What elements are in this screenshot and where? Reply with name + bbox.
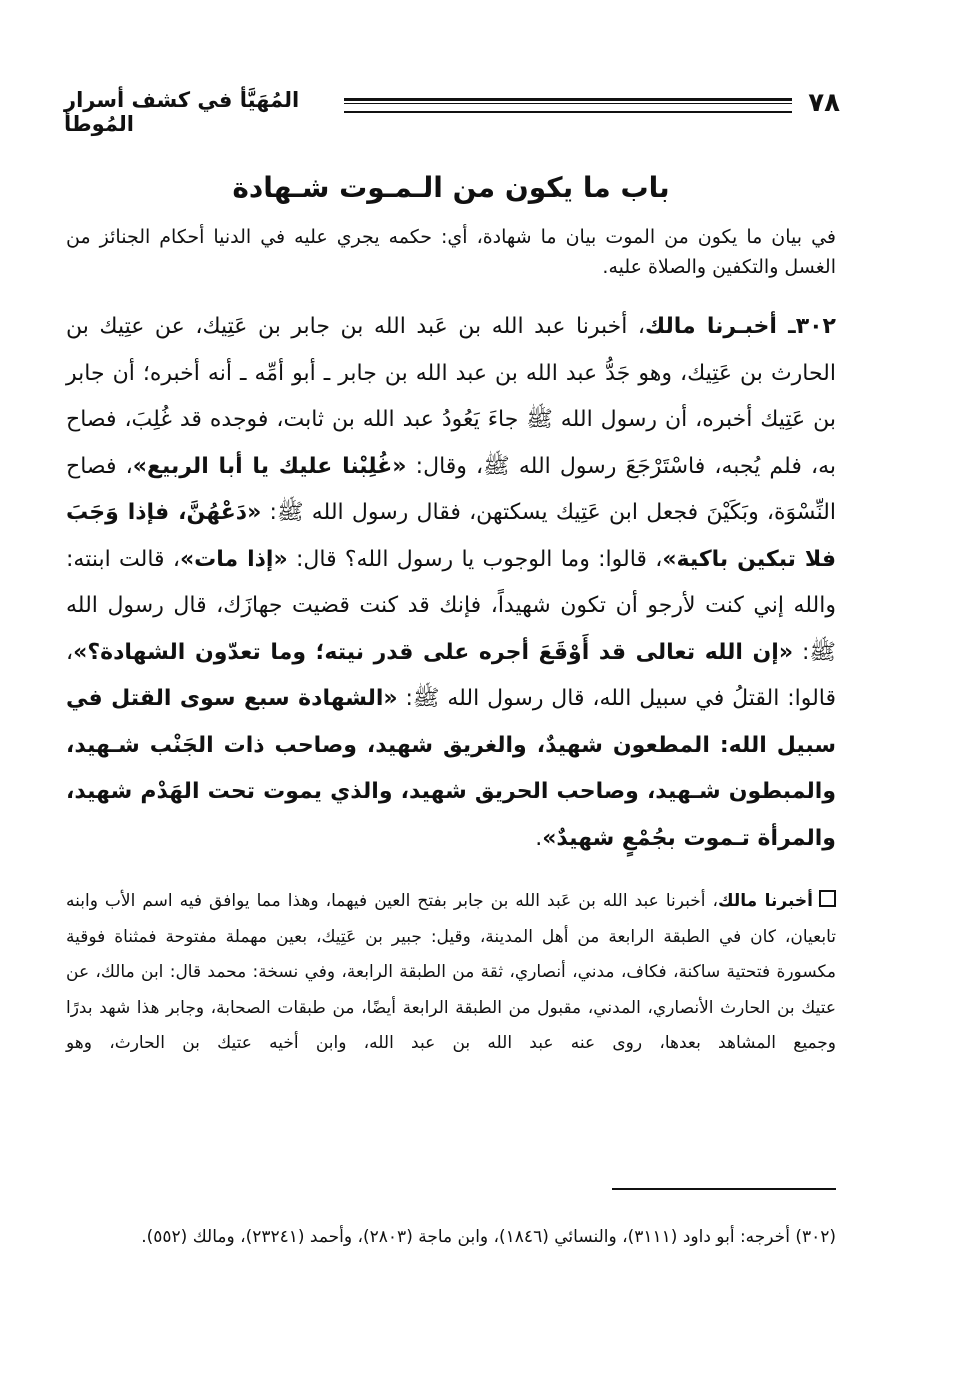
hadith-number-lead: ٣٠٢ـ أخبـرنا مالك [645, 314, 836, 339]
chapter-intro: في بيان ما يكون من الموت بيان ما شهادة، أي: حكمه يجري عليه في الدنيا أحكام الجنائز من الغسل والتكفين والصلاة عليه. [66, 226, 836, 278]
hadith-text: . [535, 825, 543, 851]
hadith-quote: «الشهادة سبع سوى القتل في سبيل الله: المطعون شهيدٌ، والغريق شهيد، وصاحب ذات الجَنْب شـهيد، والمبطون شـهيد، وصاحب الحريق شهيد، والذي يموت تحت الهَدْم شهيد، والمرأة تـموت بجُمْعٍ شهيدٌ» [66, 686, 836, 851]
commentary-paragraph [66, 884, 836, 1062]
hadith-text: ، فصاح النِّسْوَة، وبَكَيْنَ فجعل ابن عَتِيك يسكتهن، فقال رسول الله ﷺ: [66, 453, 836, 525]
hadith-text: ، قالوا: القتلُ في سبيل الله، قال رسول الله ﷺ: [66, 639, 837, 711]
header-divider [344, 98, 792, 113]
hadith-text: ، قالت ابنته: والله إني كنت لأرجو أن تكون شهيداً، فإنك قد كنت قضيت جهازَك، قال رسول الله ﷺ: [66, 546, 836, 665]
page-number: ٧٨ [808, 88, 840, 118]
hadith-302 [66, 304, 836, 862]
commentary-text: ، أخبرنا عبد الله بن عَبد الله بن جابر بفتح العين فيهما، وهذا مما يوافق فيه اسم الأب وابنه تابعيان، كان في الطبقة الرابعة من أهل المدينة، وقيل: جبير بن عَتِيك، بعين مهملة مفتوحة فمثناة فوقية مكسورة فتحتية ساكنة، فكاف، مدني، أنصاري، ثقة من الطبقة الرابعة، وفي نسخة: محمد قال: ابن مالك، عن عتيك بن الحارث الأنصاري، المدني، مقبول من الطبقة الرابعة أيضًا، من طبقات الصحابة، وجابر هذا شهد بدرًا وجميع المشاهد بعدها، روى عنه عبد الله بن عبد الله، وابن أخيه عتيك بن الحارث، وهو [66, 891, 836, 1053]
chapter-title: باب ما يكون من الـمـوت شـهادة [232, 171, 670, 204]
square-marker-icon [819, 890, 836, 907]
commentary-lead: أخبرنا مالك [717, 891, 814, 911]
hadith-quote: «إذا مات» [179, 546, 288, 572]
page-header [64, 86, 840, 136]
hadith-quote: «إن الله تعالى قد أَوْقَعَ أجره على قدر نيته؛ وما تعدّون الشهادة؟» [73, 639, 794, 665]
hadith-text: ، أخبرنا عبد الله بن عَبد الله بن جابر بن عَتِيك، عن عتِيك بن الحارث بن عَتِيك، وهو جَدُّ عبد الله بن عبد الله بن جابر ـ أبو أمِّه ـ أنه أخبره؛ أن جابر بن عَتِيك أخبره، أن رسول الله ﷺ جاءَ يَعُودُ عبد الله بن ثابت، فوجده قد غُلِبَ، فصاح به، فلم يُجبه، فاسْتَرْجَعَ رسول الله ﷺ، وقال: [66, 314, 837, 479]
footnote: (٣٠٢) أخرجه: أبو داود (٣١١١)، والنسائي (١٨٤٦)، وابن ماجة (٢٨٠٣)، وأحمد (٢٣٢٤١)، ومالك (٥٥٢). [141, 1227, 836, 1247]
main-content [66, 168, 836, 1062]
hadith-quote: «غُلِبْنا عليك يا أبا الربيع» [132, 453, 407, 479]
running-book-title: المُهَيَّأ في كشف أسرار المُوطأ [64, 88, 300, 136]
hadith-text: ، قالوا: وما الوجوب يا رسول الله؟ قال: [287, 546, 663, 572]
hadith-quote: «دَعْهُنَّ، فإذا وَجَبَ فلا تبكين باكية» [66, 500, 836, 572]
footnote-divider [612, 1188, 836, 1190]
